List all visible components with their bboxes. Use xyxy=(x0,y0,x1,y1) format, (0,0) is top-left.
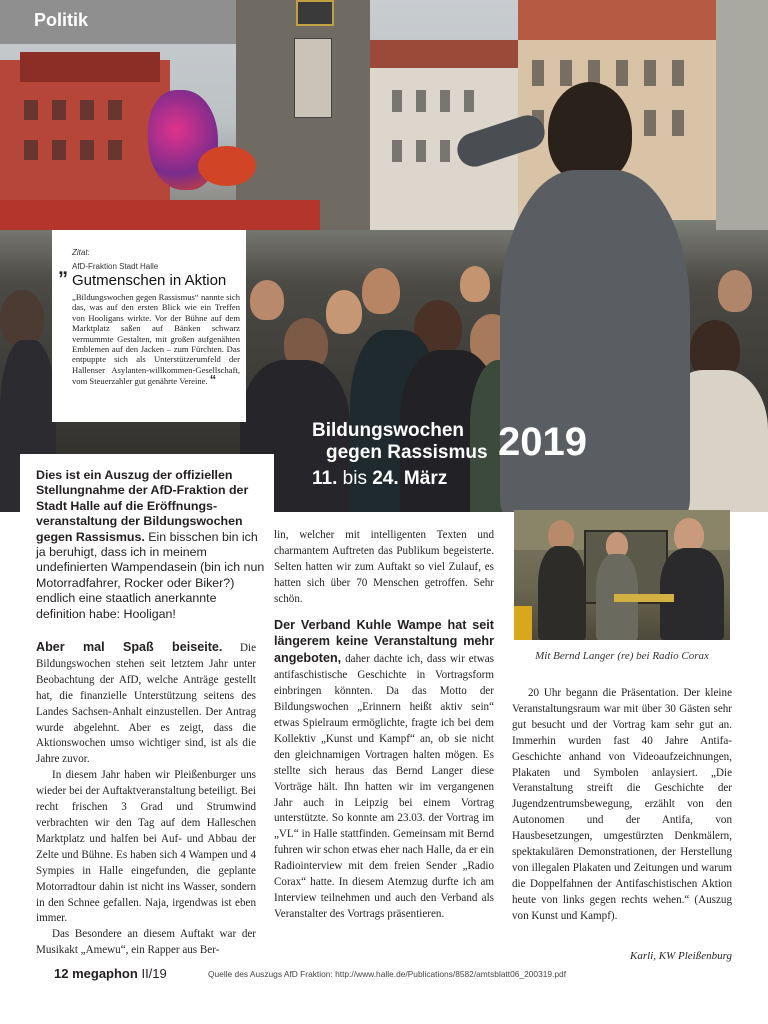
event-date-from: 11. xyxy=(312,468,338,489)
photo-caption: Mit Bernd Langer (re) bei Radio Corax xyxy=(535,650,709,662)
paragraph xyxy=(36,640,256,768)
paragraph: Das Besondere an diesem Auftakt war der Musikakt „Amewu“, ein Rapper aus Ber- xyxy=(36,928,256,957)
issue-number: II/19 xyxy=(141,966,167,981)
paragraph xyxy=(274,618,494,923)
intro-box xyxy=(20,454,274,630)
quote-open-mark: „ xyxy=(58,257,68,279)
author-credit: Karli, KW Pleißenburg xyxy=(630,950,732,962)
article-column-3 xyxy=(512,686,732,925)
page-number: 12 xyxy=(54,966,69,981)
event-year: 2019 xyxy=(498,420,587,464)
intro-rest: Ein bisschen bin ich ja beruhigt, dass ich in meinem undefinierten Wampendasein (bin ich nun Motorradfahrer, Rocker oder Biker?) endlich eine staatlich anerkannte definition habe: Hooligan! xyxy=(36,529,265,621)
section-tag xyxy=(0,0,236,44)
intro-text xyxy=(36,468,268,622)
event-title-line1: Bildungswochen xyxy=(312,420,464,441)
paragraph-text: Die Bildungswochen stehen seit letztem Jahr unter Beobachtung der AfD, welche Anträge gestellt hat, die finanzielle Unterstützung seitens des Landes Sachsen-Anhalt einzustellen. Der Antrag wurde abgelehnt. Aber es zeigt, dass die Aktionswochen umso wichtiger sind, ist als die Jahre zuvor. xyxy=(36,642,256,766)
article-column-1 xyxy=(36,640,256,959)
section-label: Politik xyxy=(34,10,89,30)
source-note: Quelle des Auszugs AfD Fraktion: http://www.halle.de/Publications/8582/amtsblatt06_200319.pdf xyxy=(208,969,567,979)
event-title-line2: gegen Rassismus xyxy=(326,442,488,463)
page-footer xyxy=(54,966,167,981)
article-column-2 xyxy=(274,528,494,923)
paragraph: lin, welcher mit intelligenten Texten und charmantem Auftreten das Publikum begeisterte. Selten hatten wir zum Auftakt so viel Zulauf, es hatten sich über 70 Menschen getroffen. Sehr schön. xyxy=(274,529,494,605)
radio-studio-photo xyxy=(514,510,730,640)
magazine-name: megaphon xyxy=(72,966,138,981)
quote-source: AfD-Fraktion Stadt Halle xyxy=(72,262,159,271)
event-dates xyxy=(312,468,447,490)
paragraph-text: daher dachte ich, dass wir etwas antifaschistische Geschichte in Vortragsform einbringen könnten. Da das Motto der Bildungswochen „Erinnern heißt aktiv sein“ etwas Spielraum ermöglichte, fragte ich bei dem Kollektiv „Kunst und Kampf“ an, ob sie nicht den gleichnamigen Vortragen halten mögen. Es stellte sich heraus das Bernd Langer diese Vorträge hält. Ihn hatten wir im vergangenen Jahr auch in Leipzig bei einem Vortrag unterstützte. So konnte am 23.03. der Vortrag im „VL“ in Halle stattfinden. Gemeinsam mit Bernd fuhren wir schon etwas eher nach Halle, da er ein Radiointerview mit dem freien Sender „Radio Corax“ hatte. In diesem Atemzug durfte ich am Interview teilnehmen und auch den Verband als Veranstalter des Vortrags präsentieren. xyxy=(274,653,494,920)
quote-close-mark: “ xyxy=(209,372,217,388)
quote-heading: Gutmenschen in Aktion xyxy=(72,272,227,289)
quote-label: Zitat: xyxy=(72,248,90,257)
paragraph: 20 Uhr begann die Präsentation. Der kleine Veranstaltungsraum war mit über 30 Gästen sehr gut besucht und der Vortrag kam sehr gut an. Immerhin wurden fast 40 Jahre Antifa-Geschichte anhand von Videoaufzeichnungen, Plakaten und Symbolen anlaysiert. „Die Veranstaltung streift die Geschichte der Jugendzentrumsbewegung, erzählt von den Autonomen und der Antifa, von Hausbesetzungen, umgestürzten Denkmälern, spektakulären Demonstrationen, der Herstellung von illegalen Plakaten und Zeitungen und warum die Doppelfahnen der Antifaschistischen Aktion heute von links gegen rechts wehen.“ (Auszug von Kunst und Kampf). xyxy=(512,687,732,922)
event-date-to: 24. März xyxy=(372,468,448,489)
quote-box xyxy=(52,230,246,422)
event-date-separator: bis xyxy=(342,468,367,489)
quote-text xyxy=(72,292,240,387)
paragraph: In diesem Jahr haben wir Pleißenburger uns wieder bei der Auftaktveranstaltung beteiligt. Bei recht frischen 3 Grad und Strumwind verbrachten wir den Tag auf dem Halleschen Marktplatz und halfen bei Auf- und Abbau der Zelte und Bühne. Es haben sich 4 Wampen und 4 Sympies in Halle eingefunden, die geplante Motorradtour dahin ist nicht ins Wasser, sondern in den Schnee gefallen. Naja, irgendwas ist eben immer. xyxy=(36,769,256,925)
quote-body: „Bildungswochen gegen Rassismus“ nannte sich das, was auf den ersten Blick wie ein Treffen von Hooligans wirkte. Vor der Bühne auf dem Marktplatz saßen auf Bänken schwarz vermummte Gestalten, mit großen aufgenähten Emblemen auf den Jacken – zum Fürchten. Das entpuppte sich als Unterstützerumfeld der Hallenser Asylanten-willkommen-Gesellschaft, vom Steuerzahler gut genährte Vereine. xyxy=(72,292,240,387)
paragraph-lead: Aber mal Spaß beiseite. xyxy=(36,640,223,654)
intro-lead: Dies ist ein Auszug der offiziellen Stellungnahme der AfD-Fraktion der Stadt Halle auf die Eröffnungsveranstaltung der Bildungswochen gegen Rassismus. xyxy=(36,468,249,544)
paragraph-lead: Der Verband Kuhle Wampe hat seit längerem keine Veranstaltung mehr angeboten, xyxy=(274,617,494,666)
